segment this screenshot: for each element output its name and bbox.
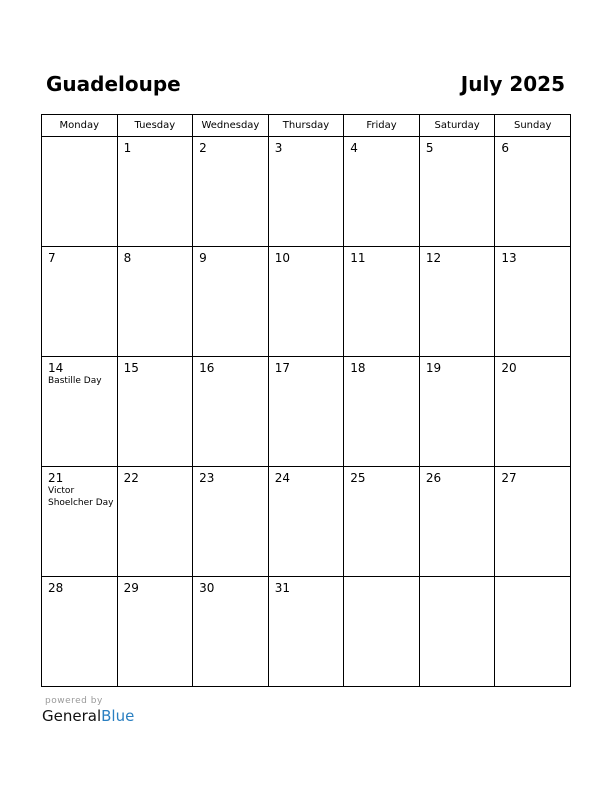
day-number: 1	[123, 141, 132, 155]
weekday-header-row	[42, 115, 571, 137]
brand-footer	[42, 696, 134, 725]
day-cell	[42, 137, 118, 247]
day-number: 28	[48, 581, 64, 595]
day-cell	[419, 467, 495, 577]
day-number: 25	[350, 471, 366, 485]
weekday-header: Friday	[344, 115, 420, 137]
day-number: 9	[199, 251, 207, 265]
weekday-header: Saturday	[419, 115, 495, 137]
day-cell	[42, 357, 118, 467]
country-title: Guadeloupe	[46, 72, 181, 96]
day-cell	[193, 467, 269, 577]
day-cell	[117, 467, 193, 577]
weekday-header: Sunday	[495, 115, 571, 137]
week-row	[42, 247, 571, 357]
day-number: 3	[274, 141, 283, 155]
day-number: 29	[123, 581, 139, 595]
day-number: 10	[274, 251, 290, 265]
day-number: 6	[501, 141, 510, 155]
day-number: 18	[350, 361, 366, 375]
day-cell	[42, 247, 118, 357]
day-cell	[268, 357, 344, 467]
day-number: 26	[425, 471, 442, 485]
week-row	[42, 357, 571, 467]
day-number: 4	[350, 141, 358, 155]
day-number: 11	[350, 251, 366, 265]
day-cell	[344, 467, 420, 577]
day-number	[495, 577, 570, 581]
day-cell	[193, 247, 269, 357]
day-number	[344, 577, 419, 581]
logo-general: General	[42, 707, 102, 725]
day-cell	[495, 577, 571, 687]
day-cell	[193, 137, 269, 247]
day-number: 5	[425, 141, 434, 155]
day-number	[42, 137, 117, 141]
day-cell	[419, 247, 495, 357]
day-number: 31	[274, 581, 290, 595]
day-number: 17	[274, 361, 290, 375]
holiday-label: Victor Shoelcher Day	[48, 486, 114, 508]
day-cell	[419, 577, 495, 687]
day-cell	[117, 137, 193, 247]
day-cell	[419, 137, 495, 247]
generalblue-logo	[42, 707, 134, 725]
day-number: 24	[274, 471, 290, 485]
day-number: 19	[425, 361, 442, 375]
day-number: 21	[48, 471, 64, 485]
day-number: 27	[501, 471, 517, 485]
day-cell	[117, 247, 193, 357]
day-number: 23	[199, 471, 215, 485]
day-number: 7	[48, 251, 56, 265]
day-number: 13	[501, 251, 517, 265]
day-cell	[268, 137, 344, 247]
day-cell	[268, 577, 344, 687]
weekday-header: Tuesday	[117, 115, 193, 137]
week-row	[42, 577, 571, 687]
day-cell	[193, 357, 269, 467]
day-cell	[419, 357, 495, 467]
month-year-title: July 2025	[460, 72, 565, 96]
day-number: 14	[48, 361, 64, 375]
day-number: 30	[199, 581, 215, 595]
day-number	[420, 577, 495, 581]
day-cell	[117, 357, 193, 467]
weekday-header: Wednesday	[193, 115, 269, 137]
day-number: 8	[123, 251, 132, 265]
day-cell	[344, 357, 420, 467]
day-cell	[117, 577, 193, 687]
day-cell	[495, 137, 571, 247]
day-cell	[344, 137, 420, 247]
holiday-label: Bastille Day	[48, 376, 102, 386]
day-number: 16	[199, 361, 215, 375]
day-cell	[42, 467, 118, 577]
day-number: 22	[123, 471, 139, 485]
day-number: 20	[501, 361, 517, 375]
week-row	[42, 137, 571, 247]
day-number: 2	[199, 141, 207, 155]
weekday-header: Thursday	[268, 115, 344, 137]
day-cell	[495, 357, 571, 467]
powered-by-text: powered by	[45, 696, 103, 706]
day-cell	[268, 247, 344, 357]
calendar-grid	[41, 114, 571, 687]
day-cell	[344, 247, 420, 357]
weekday-header: Monday	[42, 115, 118, 137]
day-cell	[193, 577, 269, 687]
day-cell	[495, 247, 571, 357]
day-number: 15	[123, 361, 139, 375]
day-cell	[268, 467, 344, 577]
day-cell	[344, 577, 420, 687]
day-cell	[495, 467, 571, 577]
week-row	[42, 467, 571, 577]
day-cell	[42, 577, 118, 687]
day-number: 12	[425, 251, 442, 265]
logo-blue: Blue	[101, 707, 135, 725]
